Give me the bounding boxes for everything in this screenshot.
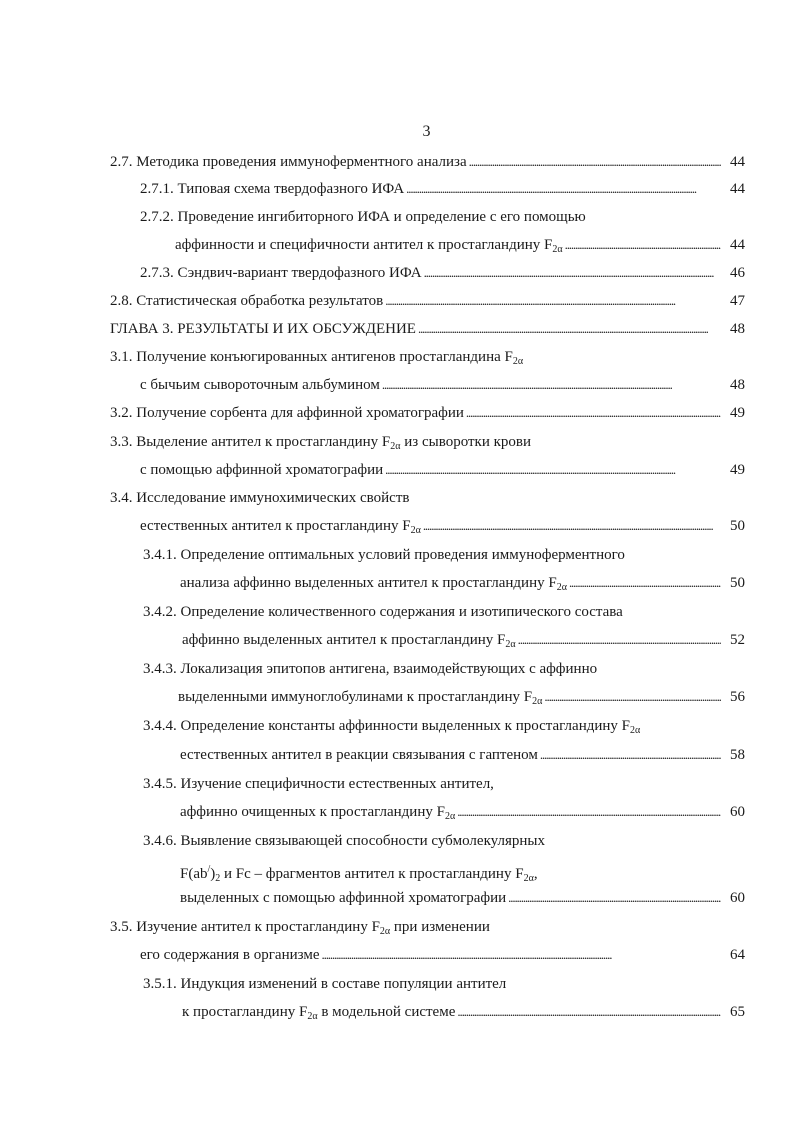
toc-entry: 3.4.3. Локализация эпитопов антигена, взаимодействующих с аффинно	[143, 661, 598, 677]
dot-leader	[385, 290, 721, 312]
toc-entry: 2.7.3. Сэндвич-вариант твердофазного ИФА . . . 46	[140, 262, 745, 284]
toc-entry: 2.7.2. Проведение ингибиторного ИФА и определение с его помощью	[140, 209, 586, 225]
toc-entry: 2.7.1. Типовая схема твердофазного ИФА . . . 44	[140, 178, 745, 200]
toc-entry-continuation: $F(ab^/)_2$ и Fc – фрагментов антител к простагландину $F_{2\alpha}$,	[180, 864, 538, 884]
toc-entry: 3.4.6. Выявление связывающей способности субмолекулярных	[143, 833, 545, 849]
dot-leader	[406, 178, 721, 200]
toc-page-number: 44	[730, 181, 745, 197]
toc-entry-continuation: к простагландину $F_{2\alpha}$ в модельной системе . . . 65	[182, 1001, 745, 1023]
dot-leader	[466, 402, 721, 424]
toc-entry: 3.2. Получение сорбента для аффинной хроматографии . . . 49	[110, 402, 745, 424]
dot-leader	[569, 572, 721, 594]
dot-leader	[457, 801, 721, 823]
toc-page-number: 52	[730, 632, 745, 648]
toc-entry-continuation: аффинно выделенных антител к простагландину $F_{2\alpha}$ . . . 52	[182, 629, 745, 651]
dot-leader	[457, 1001, 721, 1023]
toc-page-number: 47	[730, 293, 745, 309]
toc-entry: 3.3. Выделение антител к простагландину $F_{2\alpha}$ из сыворотки крови	[110, 434, 532, 452]
dot-leader	[540, 744, 721, 766]
toc-chapter: ГЛАВА 3. РЕЗУЛЬТАТЫ И ИХ ОБСУЖДЕНИЕ . . . 48	[110, 318, 745, 340]
toc-entry-continuation: с помощью аффинной хроматографии . . . 49	[140, 459, 745, 481]
toc-page-number: 49	[730, 462, 745, 478]
dot-leader	[518, 629, 721, 651]
dot-leader	[322, 944, 722, 966]
toc-entry: 3.5. Изучение антител к простагландину $F_{2\alpha}$ при изменении	[110, 919, 490, 937]
toc-entry: 3.4. Исследование иммунохимических свойств	[110, 490, 410, 506]
dot-leader	[385, 459, 721, 481]
dot-leader	[424, 262, 721, 284]
toc-entry-continuation: аффинно очищенных к простагландину $F_{2\alpha}$ . . . 60	[180, 801, 745, 823]
toc-page-number: 56	[730, 689, 745, 705]
toc-page-number: 50	[730, 518, 745, 534]
toc-entry: 3.4.4. Определение константы аффинности выделенных к простагландину $F_{2\alpha}$	[143, 718, 641, 736]
toc-page-number: 49	[730, 405, 745, 421]
toc-entry-continuation: его содержания в организме . . . 64	[140, 944, 745, 966]
toc-page-number: 64	[730, 947, 745, 963]
toc-page-number: 48	[730, 321, 745, 337]
toc-entry-continuation: выделенными иммуноглобулинами к простагландину $F_{2\alpha}$ . . . 56	[178, 686, 745, 708]
toc-entry-continuation: аффинности и специфичности антител к простагландину $F_{2\alpha}$ . . . 44	[175, 234, 745, 256]
toc-entry: 3.4.5. Изучение специфичности естественных антител,	[143, 776, 494, 792]
page-number: 3	[422, 123, 431, 140]
toc-entry-continuation: анализа аффинно выделенных антител к простагландину $F_{2\alpha}$ . . . 50	[180, 572, 745, 594]
toc-entry-continuation: естественных антител к простагландину $F_{2\alpha}$ . . . 50	[140, 515, 745, 537]
toc-entry: 3.1. Получение конъюгированных антигенов простагландина $F_{2\alpha}$	[110, 349, 524, 367]
toc-entry: 3.4.2. Определение количественного содержания и изотипического состава	[143, 604, 623, 620]
toc-page-number: 60	[730, 890, 745, 906]
toc-entry: 3.5.1. Индукция изменений в составе популяции антител	[143, 976, 507, 992]
dot-leader	[469, 151, 721, 173]
toc-entry: 3.4.1. Определение оптимальных условий проведения иммуноферментного	[143, 547, 625, 563]
toc-entry-continuation: выделенных с помощью аффинной хроматографии . . . 60	[180, 887, 745, 909]
toc-entry: 2.7. Методика проведения иммуноферментного анализа . . . 44	[110, 151, 745, 173]
toc-page-number: 44	[730, 154, 745, 170]
dot-leader	[565, 234, 721, 256]
toc-entry-continuation: естественных антител в реакции связывания с гаптеном . . . 58	[180, 744, 745, 766]
toc-page-number: 65	[730, 1004, 745, 1020]
toc-page-number: 46	[730, 265, 745, 281]
dot-leader	[382, 374, 721, 396]
toc-entry: 2.8. Статистическая обработка результатов . . . 47	[110, 290, 745, 312]
toc-page-number: 58	[730, 747, 745, 763]
toc-page-number: 50	[730, 575, 745, 591]
dot-leader	[418, 318, 721, 340]
toc-page-number: 44	[730, 237, 745, 253]
dot-leader	[508, 887, 721, 909]
toc-entry-continuation: с бычьим сывороточным альбумином . . . 48	[140, 374, 745, 396]
dot-leader	[544, 686, 721, 708]
dot-leader	[423, 515, 721, 537]
toc-page-number: 48	[730, 377, 745, 393]
toc-page-number: 60	[730, 804, 745, 820]
